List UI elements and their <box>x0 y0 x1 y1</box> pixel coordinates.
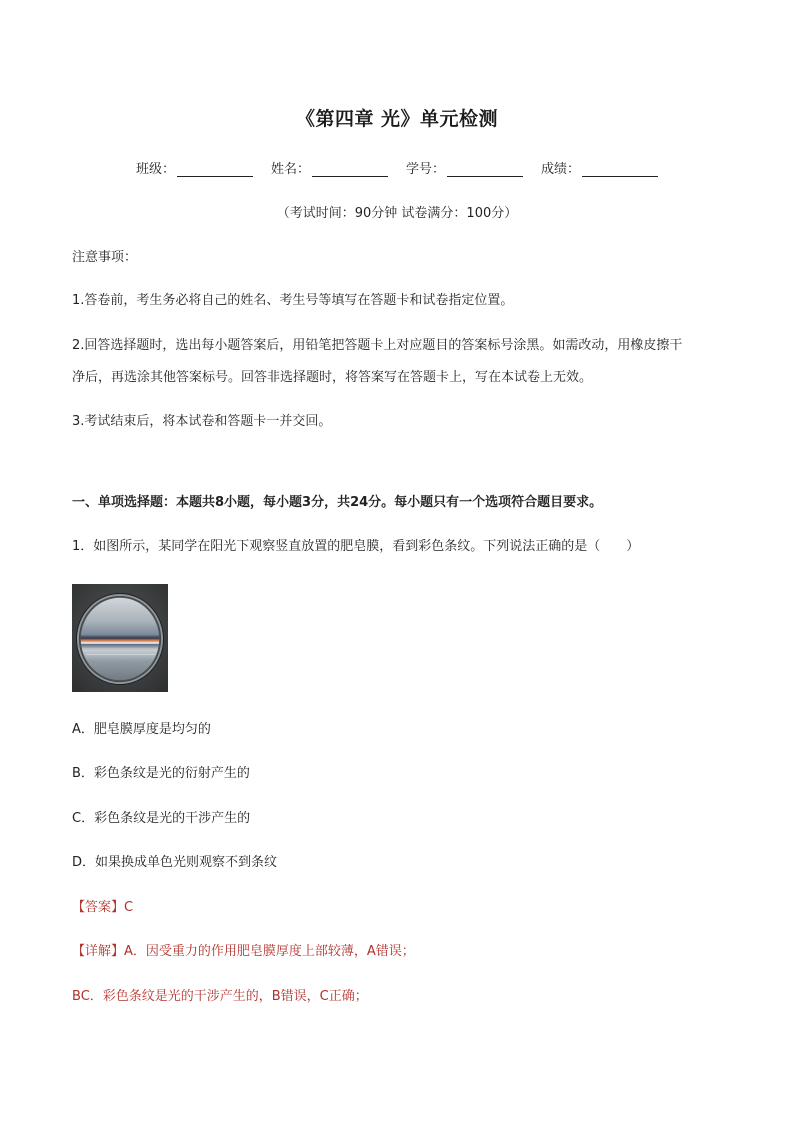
name-blank <box>312 162 388 177</box>
name-label: 姓名： <box>270 162 310 177</box>
question-1-detail-line-2: BC．彩色条纹是光的干涉产生的，B错误，C正确； <box>72 989 368 1004</box>
score-blank <box>582 162 658 177</box>
question-1-option-a: A．肥皂膜厚度是均匀的 <box>72 722 211 737</box>
page-title: 《第四章 光》单元检测 <box>295 108 499 130</box>
exam-meta: （考试时间：90分钟 试卷满分：100分） <box>276 206 518 221</box>
score-label: 成绩： <box>541 162 581 177</box>
detail-tag: 【详解】 <box>72 944 125 959</box>
detail-text-1: A．因受重力的作用肥皂膜厚度上部较薄，A错误； <box>124 944 415 959</box>
class-label: 班级： <box>135 162 175 177</box>
notes-item-3: 3.考试结束后，将本试卷和答题卡一并交回。 <box>72 414 332 429</box>
class-field <box>136 158 253 177</box>
question-1-stem: 1．如图所示，某同学在阳光下观察竖直放置的肥皂膜，看到彩色条纹。下列说法正确的是（ ） <box>72 539 640 554</box>
student-info-row <box>0 158 794 177</box>
question-1-option-b: B．彩色条纹是光的衍射产生的 <box>72 766 250 781</box>
question-1-option-c: C．彩色条纹是光的干涉产生的 <box>72 811 251 826</box>
notes-heading: 注意事项： <box>72 250 138 265</box>
soap-film-image <box>72 584 168 692</box>
name-field <box>271 158 388 177</box>
soap-film-photo <box>72 584 168 692</box>
question-1-detail-line-1 <box>72 940 415 964</box>
score-field <box>541 158 658 177</box>
answer-value: C <box>124 900 134 915</box>
question-1-answer <box>72 896 133 920</box>
class-blank <box>177 162 253 177</box>
answer-tag: 【答案】 <box>72 900 125 915</box>
student-id-label: 学号： <box>406 162 446 177</box>
notes-item-2-line-1: 2.回答选择题时，选出每小题答案后，用铅笔把答题卡上对应题目的答案标号涂黑。如需改动，用橡皮擦干 <box>72 338 683 353</box>
notes-item-1: 1.答卷前，考生务必将自己的姓名、考生号等填写在答题卡和试卷指定位置。 <box>72 293 514 308</box>
notes-item-2-line-2: 净后，再选涂其他答案标号。回答非选择题时，将答案写在答题卡上，写在本试卷上无效。 <box>72 370 593 385</box>
student-id-field <box>406 158 523 177</box>
student-id-blank <box>447 162 523 177</box>
question-1-option-d: D．如果换成单色光则观察不到条纹 <box>72 855 278 870</box>
section-1-heading: 一、单项选择题：本题共8小题，每小题3分，共24分。每小题只有一个选项符合题目要求。 <box>72 495 603 510</box>
